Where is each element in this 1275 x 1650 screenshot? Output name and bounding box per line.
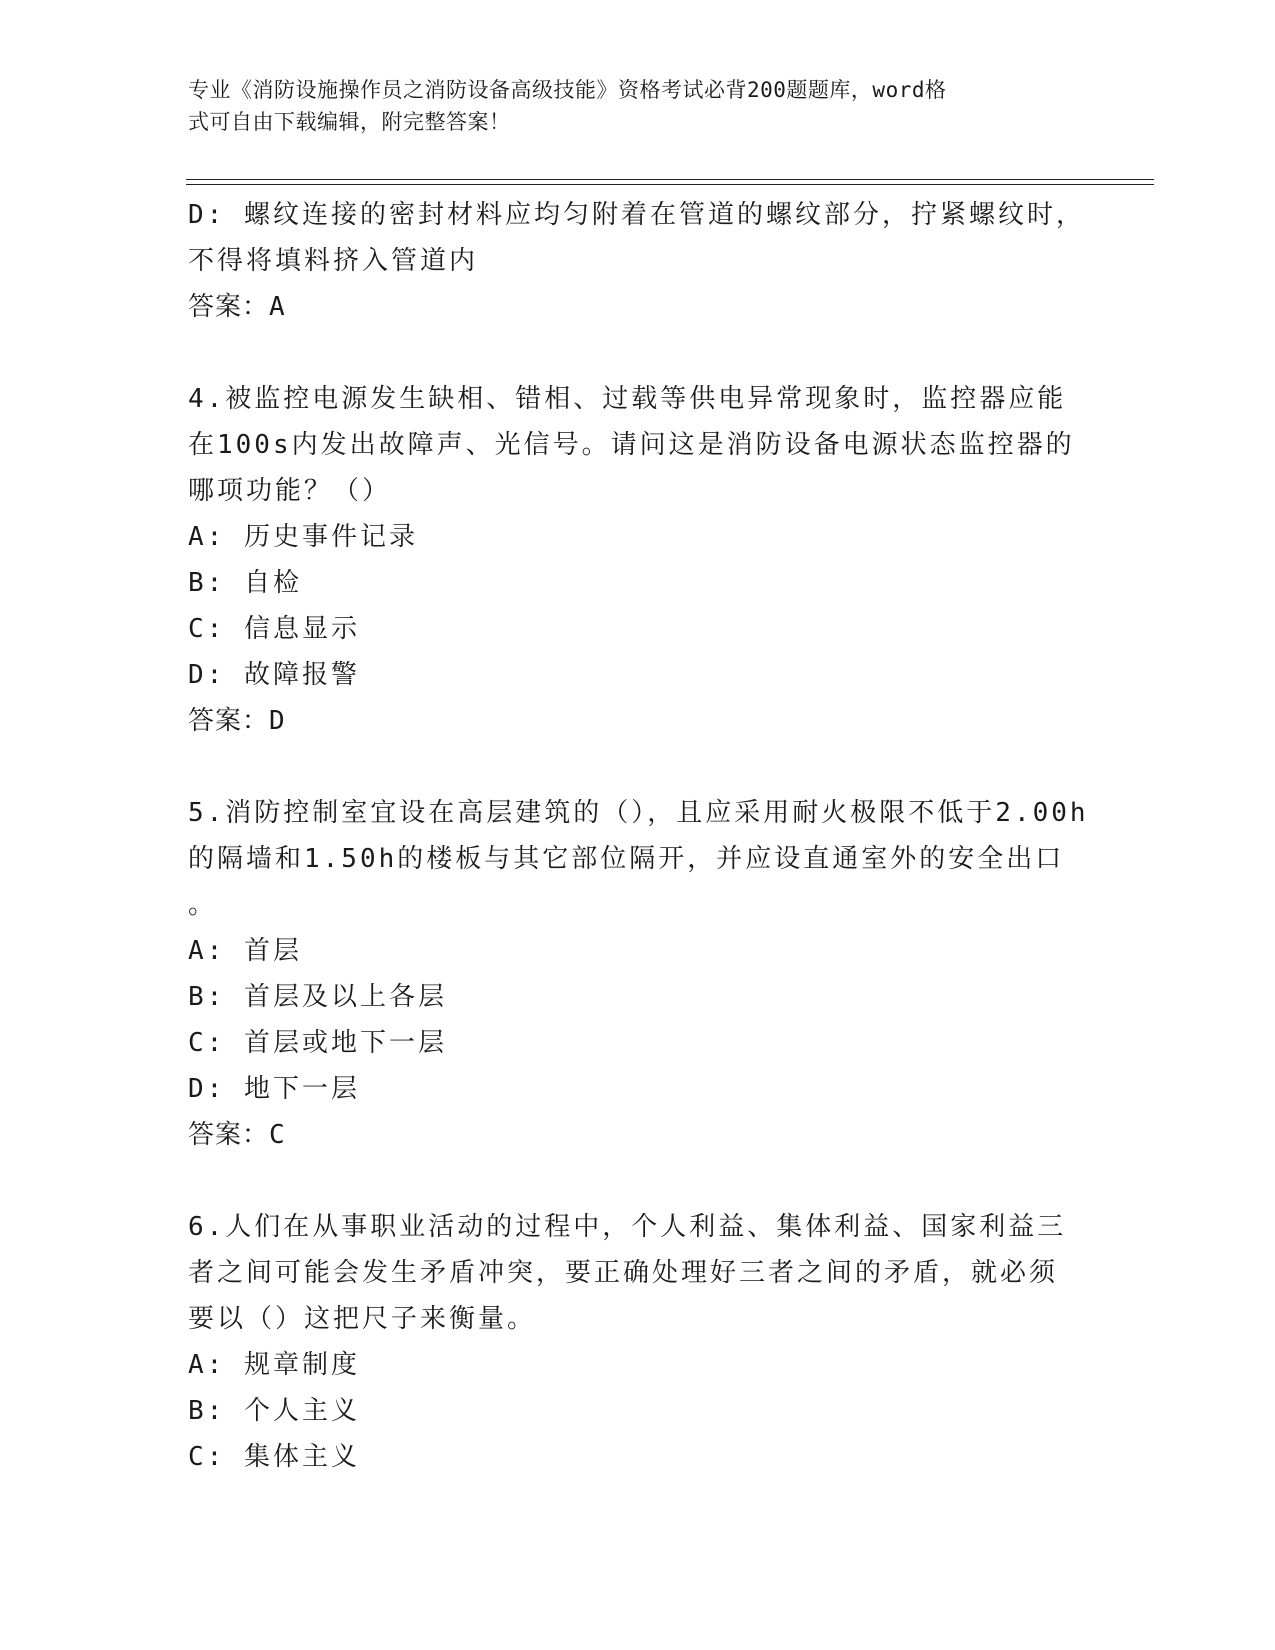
question-stem: 哪项功能？（） — [188, 476, 392, 506]
question-stem: 要以（）这把尺子来衡量。 — [188, 1304, 537, 1334]
header-rule-bottom — [186, 184, 1154, 185]
question-6 — [188, 1204, 1088, 1480]
option-a: A: 规章制度 — [188, 1350, 360, 1380]
answer: 答案：C — [188, 1120, 286, 1150]
option-b: B: 首层及以上各层 — [188, 982, 447, 1012]
option-c: C: 集体主义 — [188, 1442, 360, 1472]
option-d: D: 螺纹连接的密封材料应均匀附着在管道的螺纹部分，拧紧螺纹时， — [188, 200, 1085, 230]
answer: 答案：A — [188, 292, 286, 322]
answer: 答案：D — [188, 706, 286, 736]
question-stem: 6.人们在从事职业活动的过程中，个人利益、集体利益、国家利益三 — [188, 1212, 1067, 1242]
header-rule-top — [186, 179, 1154, 180]
header-line: 专业《消防设施操作员之消防设备高级技能》资格考试必背200题题库，word格 — [188, 78, 947, 102]
option-d-continued: 不得将填料挤入管道内 — [188, 246, 479, 276]
question-stem: 者之间可能会发生矛盾冲突，要正确处理好三者之间的矛盾，就必须 — [188, 1258, 1059, 1288]
question-4 — [188, 376, 1088, 744]
option-c: C: 信息显示 — [188, 614, 360, 644]
option-d: D: 故障报警 — [188, 660, 360, 690]
question-list — [188, 192, 1088, 1480]
option-d: D: 地下一层 — [188, 1074, 360, 1104]
option-c: C: 首层或地下一层 — [188, 1028, 447, 1058]
option-b: B: 自检 — [188, 568, 302, 598]
question-stem: 4.被监控电源发生缺相、错相、过载等供电异常现象时，监控器应能 — [188, 384, 1067, 414]
question-stem: 的隔墙和1.50h的楼板与其它部位隔开，并应设直通室外的安全出口 — [188, 844, 1065, 874]
question-5 — [188, 790, 1088, 1158]
option-a: A: 历史事件记录 — [188, 522, 418, 552]
page-header — [188, 74, 1068, 138]
question-stem: 。 — [188, 890, 218, 920]
option-a: A: 首层 — [188, 936, 302, 966]
question-stem: 5.消防控制室宜设在高层建筑的（），且应采用耐火极限不低于2.00h — [188, 798, 1089, 828]
option-b: B: 个人主义 — [188, 1396, 360, 1426]
header-line: 式可自由下载编辑，附完整答案！ — [188, 110, 511, 134]
question-stem: 在100s内发出故障声、光信号。请问这是消防设备电源状态监控器的 — [188, 430, 1075, 460]
question-fragment — [188, 192, 1088, 330]
